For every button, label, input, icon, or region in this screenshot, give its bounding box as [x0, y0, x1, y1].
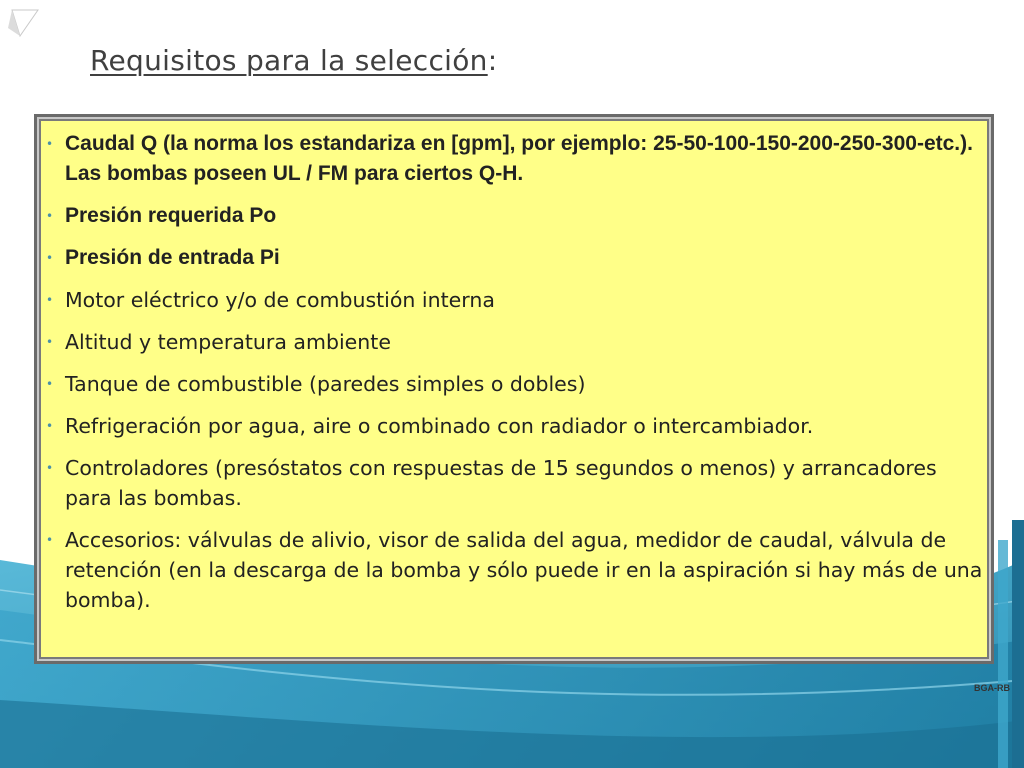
- list-item-text: Refrigeración por agua, aire o combinado con radiador o intercambiador.: [65, 414, 814, 438]
- list-item-text: Presión requerida Po: [65, 204, 277, 227]
- list-item-text: Tanque de combustible (paredes simples o dobles): [65, 372, 586, 396]
- list-item-text: Presión de entrada Pi: [65, 246, 280, 269]
- requirements-list: [37, 129, 987, 627]
- bullet-icon: •: [46, 137, 54, 151]
- slide-title: [90, 44, 497, 77]
- corner-logo-icon: [0, 0, 80, 60]
- bullet-icon: •: [46, 251, 54, 265]
- list-item: [37, 327, 987, 357]
- list-item: [37, 285, 987, 315]
- list-item: [37, 411, 987, 441]
- list-item: [37, 243, 987, 273]
- bullet-icon: •: [46, 533, 54, 547]
- bullet-icon: •: [46, 377, 54, 391]
- slide-title-suffix: :: [487, 44, 498, 77]
- bullet-icon: •: [46, 335, 54, 349]
- list-item: [37, 525, 987, 615]
- list-item: [37, 369, 987, 399]
- requirements-box: [34, 114, 994, 664]
- list-item: [37, 453, 987, 513]
- list-item-text: Altitud y temperatura ambiente: [65, 330, 391, 354]
- list-item-text: Motor eléctrico y/o de combustión interna: [65, 288, 495, 312]
- bullet-icon: •: [46, 461, 54, 475]
- list-item-text: Caudal Q (la norma los estandariza en [gpm], por ejemplo: 25-50-100-150-200-250-300-etc.). Las bombas poseen UL / FM para ciertos Q-H.: [65, 132, 973, 185]
- footer-label: BGA-RB: [974, 683, 1010, 693]
- bullet-icon: •: [46, 419, 54, 433]
- list-item-text: Accesorios: válvulas de alivio, visor de salida del agua, medidor de caudal, válvula de retención (en la descarga de la bomba y sólo puede ir en la aspiración si hay más de una bomba).: [65, 528, 983, 612]
- bullet-icon: •: [46, 209, 54, 223]
- slide-title-underlined: Requisitos para la selección: [90, 44, 488, 77]
- bullet-icon: •: [46, 293, 54, 307]
- list-item-text: Controladores (presóstatos con respuestas de 15 segundos o menos) y arrancadores para las bombas.: [65, 456, 937, 510]
- list-item: [37, 129, 987, 189]
- list-item: [37, 201, 987, 231]
